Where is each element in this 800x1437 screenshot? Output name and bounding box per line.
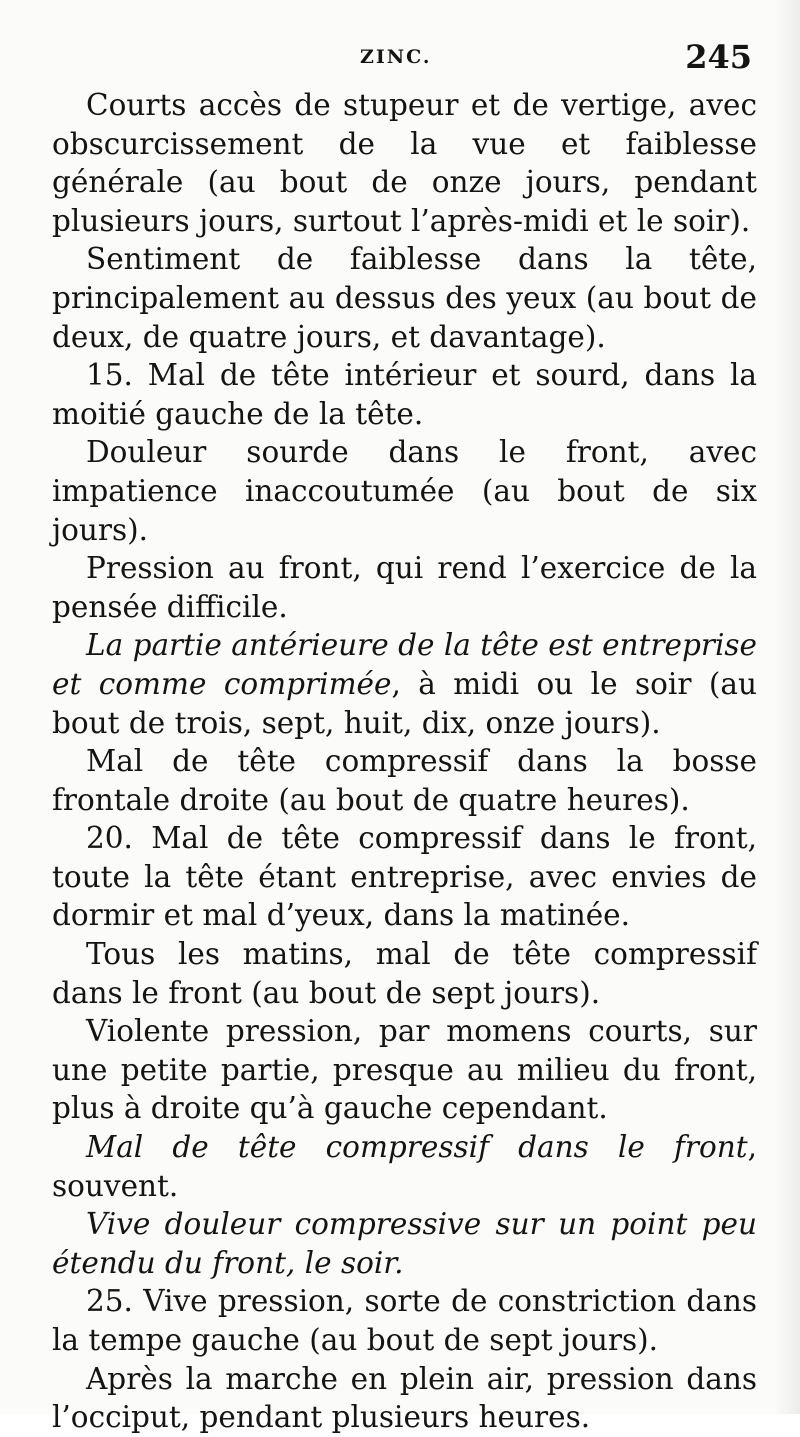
paragraph-11-italic: Mal de tête compressif dans le front [86,1130,748,1165]
paragraph-12: Vive douleur compressive sur un point peu étendu du front, le soir. [52,1207,757,1280]
paragraph-13: 25. Vive pression, sorte de constriction dans la tempe gauche (au bout de sept jours). [52,1284,757,1357]
paragraph-10: Violente pression, par momens courts, sur une petite partie, presque au milieu du front, plus à droite qu’à gauche cependant. [52,1014,757,1126]
paragraph-1: Courts accès de stupeur et de vertige, avec obscurcissement de la vue et faiblesse générale (au bout de onze jours, pendant plusieurs jours, surtout l’après-midi et le soir). [52,88,757,238]
paragraph-6-italic: La partie antérieure de la tête est entreprise et comme comprimée [52,628,757,701]
paragraph-14: Après la marche en plein air, pression dans l’occiput, pendant plusieurs heures. [52,1361,757,1435]
page-number: 245 [685,38,752,76]
paragraph-6-rest: , à midi ou le soir (au bout de trois, sept, huit, dix, onze jours). [52,666,757,740]
paragraph-11-rest: , souvent. [52,1130,757,1203]
paragraph-5: Pression au front, qui rend l’exercice de la pensée difficile. [52,551,757,624]
paragraph-9: Tous les matins, mal de tête compressif dans le front (au bout de sept jours). [52,937,757,1010]
paragraph-4: Douleur sourde dans le front, avec impatience inaccoutumée (au bout de six jours). [52,435,757,547]
body-text [52,86,757,1437]
page-edge-shadow [774,0,800,1414]
paragraph-2: Sentiment de faiblesse dans la tête, principalement au dessus des yeux (au bout de deux, de quatre jours, et davantage). [52,242,757,354]
paragraph-3: 15. Mal de tête intérieur et sourd, dans la moitié gauche de la tête. [52,358,757,431]
paragraph-6 [52,626,757,742]
paragraph-11 [52,1128,757,1205]
page-header [80,38,752,88]
paragraph-7: Mal de tête compressif dans la bosse frontale droite (au bout de quatre heures). [52,744,757,817]
paragraph-8: 20. Mal de tête compressif dans le front, toute la tête étant entreprise, avec envies de dormir et mal d’yeux, dans la matinée. [52,821,757,933]
running-head: ZINC. [360,46,432,68]
